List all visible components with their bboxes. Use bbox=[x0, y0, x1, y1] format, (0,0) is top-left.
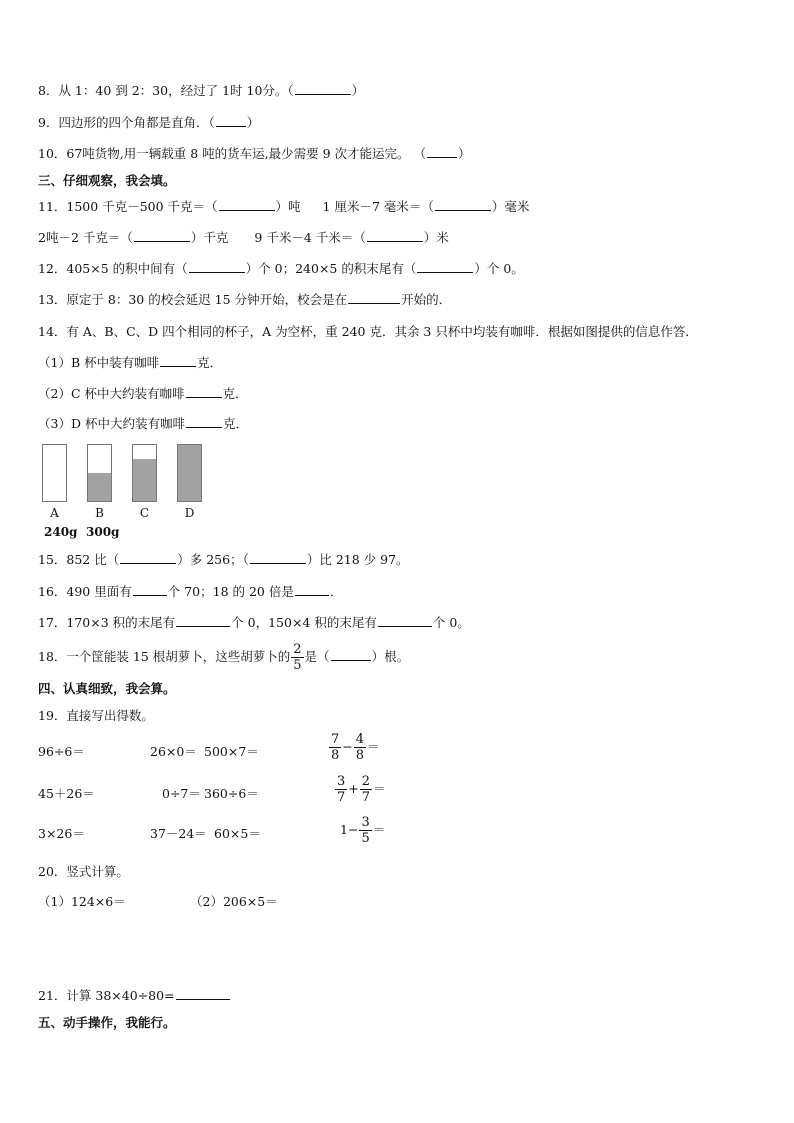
q20-part-1: （1）124×6＝ bbox=[38, 894, 126, 909]
cup-c-label: C bbox=[139, 506, 150, 520]
q8-answer-blank[interactable] bbox=[295, 82, 351, 95]
section-3-heading: 三、仔细观察，我会填。 bbox=[38, 173, 176, 188]
question-11: 11．1500 千克－500 千克＝（ ）吨 1 厘米－7 毫米＝（ ）毫米 bbox=[38, 199, 530, 214]
q12a-answer-blank[interactable] bbox=[189, 260, 245, 273]
question-18: 18．一个筐能装 15 根胡萝卜，这些胡萝卜的 $\frac{2}{5}$ 是（ ）根。 bbox=[38, 642, 410, 673]
question-14-3: （3）D 杯中大约装有咖啡 克． bbox=[38, 416, 248, 431]
question-20-title: 20．竖式计算。 bbox=[38, 864, 129, 879]
cup-b-fill bbox=[88, 473, 111, 501]
question-11-part2: 2吨－2 千克＝（ ）千克 9 千米－4 千米＝（ ）米 bbox=[38, 230, 449, 245]
question-14-2: （2）C 杯中大约装有咖啡 克． bbox=[38, 386, 248, 401]
cup-c bbox=[132, 444, 157, 502]
q18-fraction: $\frac{2}{5}$ bbox=[293, 642, 302, 673]
q11a-answer-blank[interactable] bbox=[219, 198, 275, 211]
question-8: 8．从 1：40 到 2：30，经过了 1时 10分。（ ） bbox=[38, 83, 365, 98]
calc-96-div-6: 96÷6＝ bbox=[38, 744, 85, 759]
q16b-answer-blank[interactable] bbox=[295, 583, 329, 596]
q11d-answer-blank[interactable] bbox=[367, 229, 423, 242]
q16a-answer-blank[interactable] bbox=[133, 583, 167, 596]
question-17: 17．170×3 积的末尾有 个 0，150×4 积的末尾有 个 0。 bbox=[38, 615, 470, 630]
q13-answer-blank[interactable] bbox=[348, 291, 400, 304]
question-13: 13．原定于 8：30 的校会延迟 15 分钟开始，校会是在 开始的． bbox=[38, 292, 452, 307]
q9-text: 9．四边形的四个角都是直角．（ bbox=[38, 115, 215, 130]
calc-360-div-6: 360÷6＝ bbox=[204, 786, 259, 801]
calc-26-times-0: 26×0＝ bbox=[150, 744, 197, 759]
question-19-title: 19．直接写出得数。 bbox=[38, 708, 154, 723]
question-14-1: （1）B 杯中装有咖啡 克． bbox=[38, 355, 223, 370]
calc-500-times-7: 500×7＝ bbox=[204, 744, 259, 759]
q17b-answer-blank[interactable] bbox=[378, 614, 432, 627]
calc-1-minus-frac-3-5: 1− $\frac{3}{5}$ ＝ bbox=[340, 815, 386, 846]
question-14: 14．有 A、B、C、D 四个相同的杯子，A 为空杯，重 240 克．其余 3 只杯中均装有咖啡．根据如图提供的信息作答． bbox=[38, 324, 698, 339]
calc-60-times-5: 60×5＝ bbox=[214, 826, 261, 841]
calc-37-minus-24: 37－24＝ bbox=[150, 826, 207, 841]
cup-b-label: B bbox=[95, 506, 104, 520]
q15a-answer-blank[interactable] bbox=[120, 551, 176, 564]
cup-b bbox=[87, 444, 112, 502]
question-10: 10．67吨货物,用一辆载重 8 吨的货车运,最少需要 9 次才能运完。 （ ） bbox=[38, 146, 471, 161]
q11c-answer-blank[interactable] bbox=[134, 229, 190, 242]
question-15: 15．852 比（ ）多 256；（ ）比 218 少 97。 bbox=[38, 552, 409, 567]
calc-3-times-26: 3×26＝ bbox=[38, 826, 85, 841]
q14-1-answer-blank[interactable] bbox=[160, 354, 196, 367]
calc-frac-3-7-plus-2-7: $\frac{3}{7}$ + $\frac{2}{7}$ ＝ bbox=[337, 774, 386, 805]
q9-answer-blank[interactable] bbox=[216, 114, 246, 127]
q21-answer-blank[interactable] bbox=[176, 987, 230, 1000]
cup-b-weight: 300g bbox=[86, 525, 120, 539]
cup-d bbox=[177, 444, 202, 502]
section-4-heading: 四、认真细致，我会算。 bbox=[38, 681, 176, 696]
cup-a-weight: 240g bbox=[44, 525, 78, 539]
calc-45-plus-26: 45＋26＝ bbox=[38, 786, 95, 801]
question-9: 9．四边形的四个角都是直角．（ ） bbox=[38, 115, 260, 130]
q11b-answer-blank[interactable] bbox=[435, 198, 491, 211]
q17a-answer-blank[interactable] bbox=[176, 614, 230, 627]
q18-answer-blank[interactable] bbox=[331, 648, 371, 661]
q15b-answer-blank[interactable] bbox=[250, 551, 306, 564]
cup-d-label: D bbox=[184, 506, 195, 520]
q12b-answer-blank[interactable] bbox=[417, 260, 473, 273]
cup-c-fill bbox=[133, 459, 156, 501]
calc-frac-7-8-minus-4-8: $\frac{7}{8}$ − $\frac{4}{8}$ ＝ bbox=[331, 732, 380, 763]
q14-2-answer-blank[interactable] bbox=[186, 385, 222, 398]
cup-a-label: A bbox=[50, 506, 59, 520]
question-12: 12．405×5 的积中间有（ ）个 0；240×5 的积末尾有（ ）个 0。 bbox=[38, 261, 524, 276]
q14-3-answer-blank[interactable] bbox=[186, 415, 222, 428]
q8-text: 8．从 1：40 到 2：30，经过了 1时 10分。（ bbox=[38, 83, 294, 98]
q10-text: 10．67吨货物,用一辆载重 8 吨的货车运,最少需要 9 次才能运完。 （ bbox=[38, 146, 427, 161]
calc-0-div-7: 0÷7＝ bbox=[162, 786, 201, 801]
q10-answer-blank[interactable] bbox=[427, 145, 457, 158]
section-5-heading: 五、动手操作，我能行。 bbox=[38, 1015, 176, 1030]
cup-a bbox=[42, 444, 67, 502]
q20-part-2: （2）206×5＝ bbox=[190, 894, 278, 909]
cup-d-fill bbox=[178, 445, 201, 501]
question-16: 16．490 里面有 个 70；18 的 20 倍是 ． bbox=[38, 584, 343, 599]
question-21: 21．计算 38×40÷80= bbox=[38, 987, 231, 1005]
